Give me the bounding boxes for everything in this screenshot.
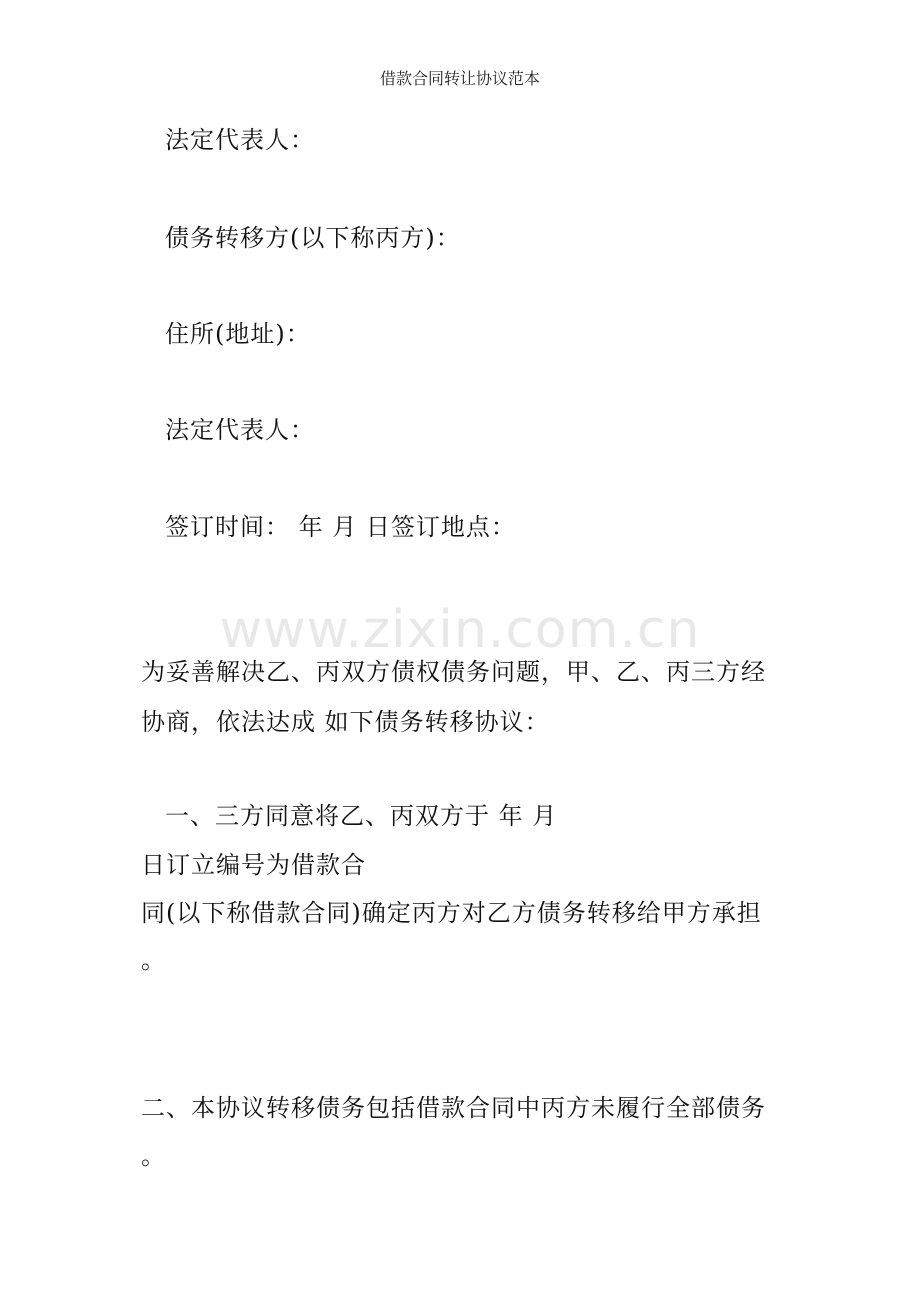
legal-representative-label-2: 法定代表人：: [165, 416, 315, 444]
legal-representative-label: 法定代表人：: [165, 126, 315, 154]
clause-1-line-3: 同(以下称借款合同)确定丙方对乙方债务转移给甲方承担: [141, 899, 762, 927]
debt-transferor-label: 债务转移方(以下称丙方)：: [165, 224, 461, 252]
preamble-line-2: 协商，依法达成 如下债务转移协议：: [141, 708, 550, 736]
clause-1-line-2: 日订立编号为借款合: [141, 851, 366, 879]
signing-time-place-label: 签订时间： 年 月 日签订地点：: [165, 513, 516, 541]
watermark: www.zixin.com.cn: [219, 600, 701, 660]
clause-2-line-2: 。: [141, 1142, 166, 1170]
clause-2-line-1: 二、本协议转移债务包括借款合同中丙方未履行全部债务: [141, 1094, 766, 1122]
preamble-line-1: 为妥善解决乙、丙双方债权债务问题，甲、乙、丙三方经: [141, 658, 766, 686]
clause-1-line-4: 。: [141, 946, 166, 974]
document-header-title: 借款合同转让协议范本: [379, 69, 540, 88]
clause-1-line-1: 一、三方同意将乙、丙双方于 年 月: [165, 802, 558, 830]
address-label: 住所(地址)：: [165, 320, 311, 348]
